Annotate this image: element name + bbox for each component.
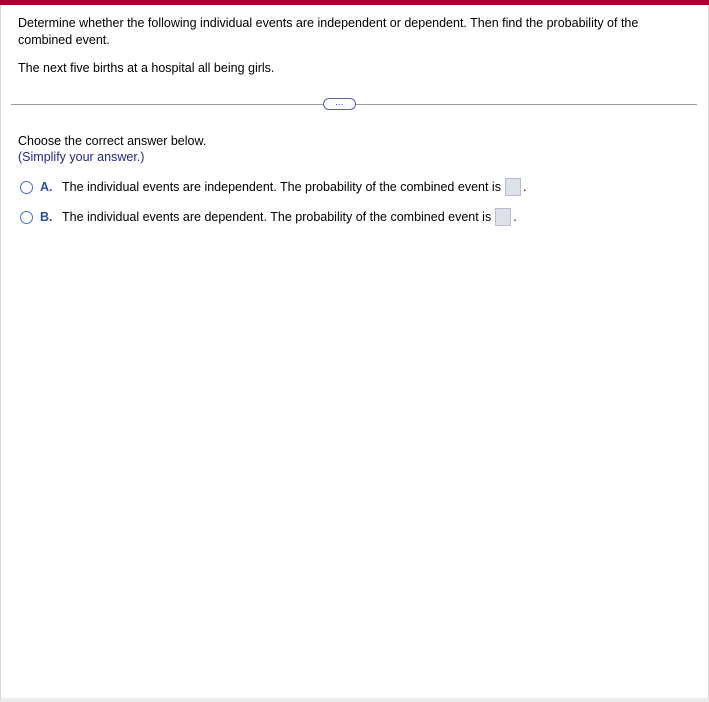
option-b-period: . xyxy=(513,210,517,224)
option-a[interactable] xyxy=(20,177,526,197)
option-b-answer-input[interactable] xyxy=(495,208,511,226)
option-b-text: The individual events are dependent. The probability of the combined event is xyxy=(62,210,492,224)
expand-more-button[interactable]: … xyxy=(323,98,356,110)
option-b-letter: B. xyxy=(40,210,53,224)
divider-right xyxy=(356,104,697,105)
option-b-radio[interactable] xyxy=(20,211,33,224)
top-accent-bar xyxy=(0,0,709,5)
option-a-text: The individual events are independent. The probability of the combined event is xyxy=(62,180,501,194)
option-a-letter: A. xyxy=(40,180,53,194)
answer-hint: (Simplify your answer.) xyxy=(18,150,145,164)
option-a-answer-input[interactable] xyxy=(505,178,521,196)
option-b[interactable] xyxy=(20,207,517,227)
option-a-radio[interactable] xyxy=(20,181,33,194)
answer-instruction: Choose the correct answer below. xyxy=(18,134,207,148)
question-prompt: Determine whether the following individual events are independent or dependent. Then find the probability of the combined event. xyxy=(18,16,639,47)
divider-left xyxy=(11,104,324,105)
question-scenario: The next five births at a hospital all being girls. xyxy=(18,61,275,75)
option-a-period: . xyxy=(522,180,527,194)
